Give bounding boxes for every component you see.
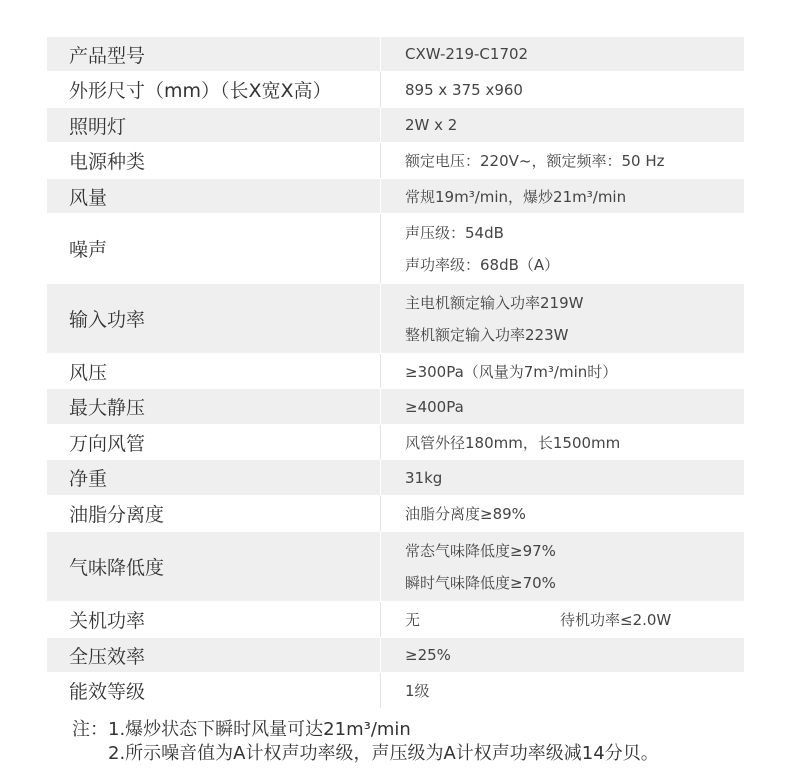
spec-label: 输入功率: [47, 284, 381, 353]
spec-value-text: 常态气味降低度≥97%: [405, 541, 556, 560]
spec-value-text: 油脂分离度≥89%: [405, 505, 526, 523]
spec-value: [381, 354, 744, 388]
spec-row-efficiency: [47, 638, 744, 673]
spec-row-airflow: [47, 179, 744, 214]
spec-row-power-type: [47, 143, 744, 179]
spec-label: 电源种类: [47, 143, 381, 178]
spec-label: 全压效率: [47, 638, 381, 672]
spec-label: 净重: [47, 460, 381, 495]
spec-label: 能效等级: [47, 673, 381, 708]
spec-row-net-weight: [47, 460, 744, 496]
spec-label: 风压: [47, 354, 381, 388]
spec-value: [381, 143, 744, 178]
spec-value-split: [405, 609, 744, 630]
spec-value: [381, 460, 744, 495]
spec-value: [381, 284, 744, 353]
spec-value-text: 风管外径180mm，长1500mm: [405, 433, 621, 452]
spec-value: [381, 389, 744, 424]
spec-label: 油脂分离度: [47, 496, 381, 531]
spec-value-text: 主电机额定输入功率219W: [405, 293, 584, 312]
spec-label: 关机功率: [47, 602, 381, 637]
spec-value: [381, 214, 744, 283]
spec-value-text: ≥300Pa（风量为7m³/min时）: [405, 362, 618, 381]
spec-value-text: 声功率级：68dB（A）: [405, 255, 560, 274]
spec-value: [381, 425, 744, 459]
spec-value-text: 常规19m³/min，爆炒21m³/min: [405, 187, 627, 206]
spec-value: [381, 638, 744, 672]
spec-label: 最大静压: [47, 389, 381, 424]
spec-row-input-power: [47, 284, 744, 354]
spec-value-text: ≥25%: [405, 646, 451, 664]
spec-row-max-static-pressure: [47, 389, 744, 425]
spec-row-dimensions: [47, 72, 744, 108]
spec-label: 万向风管: [47, 425, 381, 459]
spec-value: [381, 602, 744, 637]
spec-value: [381, 673, 744, 708]
spec-label: 产品型号: [47, 37, 381, 71]
spec-value: [381, 532, 744, 601]
spec-value-text: 895 x 375 x960: [405, 80, 523, 99]
spec-label: 风量: [47, 179, 381, 213]
spec-value: [381, 108, 744, 142]
spec-label: 照明灯: [47, 108, 381, 142]
spec-value-text: 1级: [405, 682, 430, 700]
spec-value-text: CXW-219-C1702: [405, 45, 529, 63]
spec-value: [381, 496, 744, 531]
spec-value-text: ≥400Pa: [405, 397, 464, 416]
spec-row-off-power: [47, 602, 744, 638]
spec-table: [47, 37, 744, 709]
spec-row-model: [47, 37, 744, 72]
spec-value-text: 瞬时气味降低度≥70%: [405, 573, 556, 592]
spec-label: 噪声: [47, 214, 381, 283]
spec-label: 气味降低度: [47, 532, 381, 601]
footnote-1: 注：1.爆炒状态下瞬时风量可达21m³/min: [72, 719, 411, 740]
footnotes: [72, 718, 659, 766]
spec-value-text: 无: [405, 611, 421, 629]
spec-row-grease-separation: [47, 496, 744, 532]
spec-value-text: 2W x 2: [405, 116, 458, 134]
spec-row-energy-grade: [47, 673, 744, 709]
footnote-2: 2.所示噪音值为A计权声功率级，声压级为A计权声功率级减14分贝。: [108, 743, 659, 764]
spec-value-text: 待机功率≤2.0W: [560, 611, 672, 629]
spec-value: [381, 72, 744, 107]
spec-row-odor-reduction: [47, 532, 744, 602]
spec-value-text: 声压级：54dB: [405, 223, 504, 242]
spec-value-text: 额定电压：220V~，额定频率：50 Hz: [405, 152, 665, 170]
spec-row-air-pressure: [47, 354, 744, 389]
spec-value: [381, 179, 744, 213]
spec-row-lighting: [47, 108, 744, 143]
spec-value-text: 整机额定输入功率223W: [405, 325, 569, 344]
spec-row-duct: [47, 425, 744, 460]
spec-value: [381, 37, 744, 71]
spec-value-text: 31kg: [405, 468, 443, 487]
spec-row-noise: [47, 214, 744, 284]
spec-label: 外形尺寸（mm）（长X宽X高）: [47, 72, 381, 107]
